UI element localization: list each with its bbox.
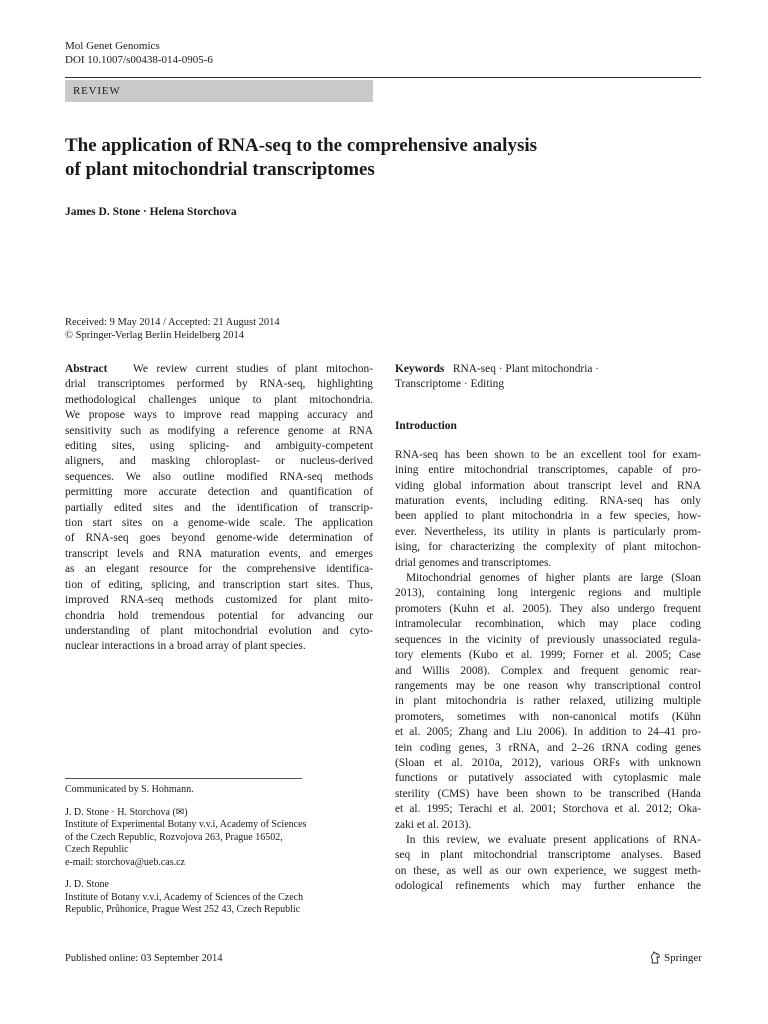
- intro-line: et al. 1995; Terachi et al. 2001; Storchova et al. 2012; Oka-: [395, 803, 701, 816]
- affiliation-line: J. D. Stone · H. Storchova (✉): [65, 806, 188, 818]
- intro-paragraph-3: [395, 833, 701, 895]
- keywords-section: [395, 362, 701, 393]
- published-online: Published online: 03 September 2014: [65, 953, 223, 964]
- intro-line: been applied to plant mitochondria in a few species, how-: [395, 510, 701, 523]
- abstract-line: tion start sites on a genome-wide scale. The application: [65, 517, 373, 530]
- intro-line: odological refinements which may further enhance the: [395, 880, 701, 893]
- intro-line: functions or putatively associated with cytoplasmic male: [395, 772, 701, 785]
- affiliation-line: Republic, Průhonice, Prague West 252 43, Czech Republic: [65, 904, 301, 915]
- footnote-gap: [65, 869, 373, 879]
- affiliation-line: Institute of Experimental Botany v.v.i, Academy of Sciences: [65, 819, 307, 830]
- intro-line: intramolecular recombination, which may place coding: [395, 618, 701, 631]
- intro-paragraph-2: [395, 571, 701, 833]
- intro-line: In this review, we evaluate present applications of RNA-: [406, 833, 701, 846]
- intro-line: promoters (Kuhn et al. 2005). They also undergo frequent: [395, 602, 701, 615]
- abstract-line: We propose ways to improve read mapping accuracy and: [65, 409, 373, 422]
- received-accepted-line: Received: 9 May 2014 / Accepted: 21 August 2014: [65, 317, 280, 328]
- keywords-line: Transcriptome · Editing: [395, 378, 505, 391]
- communicated-by: Communicated by S. Hohmann.: [65, 784, 194, 795]
- footnotes: [65, 784, 373, 917]
- abstract-line: partially edited sites and the identification of transcrip-: [65, 501, 373, 514]
- intro-line: tory elements (Kubo et al. 1999; Forner et al. 2005; Case: [395, 649, 701, 662]
- springer-horse-icon: [649, 951, 661, 964]
- doi-text: DOI 10.1007/s00438-014-0905-6: [65, 54, 213, 66]
- abstract-label: Abstract: [65, 363, 108, 375]
- keywords-label: Keywords: [395, 363, 445, 375]
- intro-line: zaki et al. 2013).: [395, 818, 472, 831]
- abstract-line: tion of editing, splicing, and transcription start sites. Thus,: [65, 578, 373, 591]
- intro-line: (Sloan et al. 2010a, 2012), various ORFs with unknown: [395, 756, 701, 769]
- intro-line: rangements may be one reason why transcriptional control: [395, 679, 701, 692]
- right-column: [395, 362, 701, 895]
- abstract-line: sensitivity such as modifying a reference genome at RNA: [65, 424, 373, 437]
- article-dates: [65, 316, 280, 342]
- affiliation-line: Institute of Botany v.v.i, Academy of Sciences of the Czech: [65, 891, 304, 903]
- abstract-line: of RNA-seq goes beyond genome-wide determination of: [65, 532, 373, 545]
- abstract-line: as an elegant resource for the comprehensive identifica-: [65, 563, 373, 576]
- abstract-line: [65, 362, 373, 377]
- keywords-text: RNA-seq · Plant mitochondria ·: [452, 363, 600, 375]
- intro-line: on these, as well as our own experience, we suggest meth-: [395, 864, 701, 877]
- copyright-line: © Springer-Verlag Berlin Heidelberg 2014: [65, 330, 245, 341]
- title-line: The application of RNA-seq to the comprehensive analysis: [65, 135, 538, 156]
- affiliation-line: J. D. Stone: [65, 879, 109, 890]
- intro-line: Mitochondrial genomes of higher plants are large (Sloan: [406, 572, 701, 585]
- abstract-line: permitting more accurate detection and quantification of: [65, 486, 373, 499]
- author-list: James D. Stone · Helena Storchova: [65, 206, 237, 218]
- publisher-mark: [649, 951, 702, 964]
- keywords-line: [395, 362, 701, 377]
- abstract-line: aligners, and masking chloroplast- or nucleus-derived: [65, 455, 373, 468]
- affiliation-line: of the Czech Republic, Rozvojova 263, Prague 16502,: [65, 831, 283, 843]
- intro-line: sequences in the vicinity of previously unassociated regula-: [395, 633, 701, 646]
- intro-line: drial genomes and transcriptomes.: [395, 556, 552, 569]
- article-type-bar: [65, 80, 373, 102]
- intro-line: maturation events, including editing. RNA-seq has only: [395, 495, 701, 508]
- abstract-line: methodological challenges unique to plant mitochondria.: [65, 393, 373, 406]
- abstract-line: improved RNA-seq methods customized for plant mito-: [65, 594, 373, 607]
- abstract-text: We review current studies of plant mitochon-: [132, 363, 373, 375]
- abstract-line: drial transcriptomes performed by RNA-seq, highlighting: [65, 378, 373, 391]
- intro-line: tein coding genes, 3 rRNA, and 2–26 tRNA coding genes: [395, 741, 701, 754]
- abstract-section: [65, 362, 373, 655]
- publisher-name: Springer: [664, 951, 702, 964]
- running-header: [65, 39, 213, 67]
- intro-paragraph-1: [395, 448, 701, 571]
- article-title: [65, 134, 665, 181]
- abstract-line: understanding of plant mitochondrial evolution and cyto-: [65, 624, 373, 637]
- footnote-gap: [65, 797, 373, 807]
- footnote-rule: [65, 778, 302, 779]
- introduction-heading: Introduction: [395, 419, 457, 432]
- intro-line: seq in plant mitochondrial transcriptome analyses. Based: [395, 849, 701, 862]
- intro-line: and Willis 2008). Complex and frequent genomic rear-: [395, 664, 701, 677]
- affiliation-line: Czech Republic: [65, 844, 129, 855]
- intro-line: sterility (CMS) have been shown to be transcribed (Handa: [395, 787, 701, 800]
- intro-line: ever. Nevertheless, its utility in plants is particularly prom-: [395, 525, 701, 538]
- email-line: e-mail: storchova@ueb.cas.cz: [65, 856, 185, 868]
- abstract-line: chondria hold tremendous potential for advancing our: [65, 609, 373, 622]
- intro-line: viding global information about transcript level and RNA: [395, 479, 701, 492]
- abstract-line: editing sites, using splicing- and ambiguity-competent: [65, 440, 373, 453]
- title-line: of plant mitochondrial transcriptomes: [65, 158, 375, 180]
- abstract-line: transcript levels and RNA maturation events, and emerges: [65, 547, 373, 560]
- intro-line: ising, for characterizing the complexity of plant mitochon-: [395, 541, 701, 554]
- article-type-label: REVIEW: [73, 85, 121, 97]
- journal-name: Mol Genet Genomics: [65, 40, 160, 52]
- header-rule: [65, 77, 701, 78]
- intro-line: et al. 2005; Zhang and Liu 2006). In addition to 24–41 pro-: [395, 726, 701, 739]
- intro-line: RNA-seq has been shown to be an excellent tool for exam-: [395, 448, 701, 461]
- intro-line: 2013), containing long intergenic regions and multiple: [395, 587, 701, 600]
- intro-line: in plant mitochondria is rather relaxed, utilizing multiple: [395, 695, 701, 708]
- intro-line: ining entire mitochondrial transcriptomes, capable of pro-: [395, 464, 701, 477]
- abstract-line: nuclear interactions in a broad array of plant species.: [65, 640, 306, 653]
- intro-line: promoters, sometimes with non-canonical motifs (Kühn: [395, 710, 701, 723]
- abstract-line: sequences. We also outline modified RNA-seq methods: [65, 470, 373, 483]
